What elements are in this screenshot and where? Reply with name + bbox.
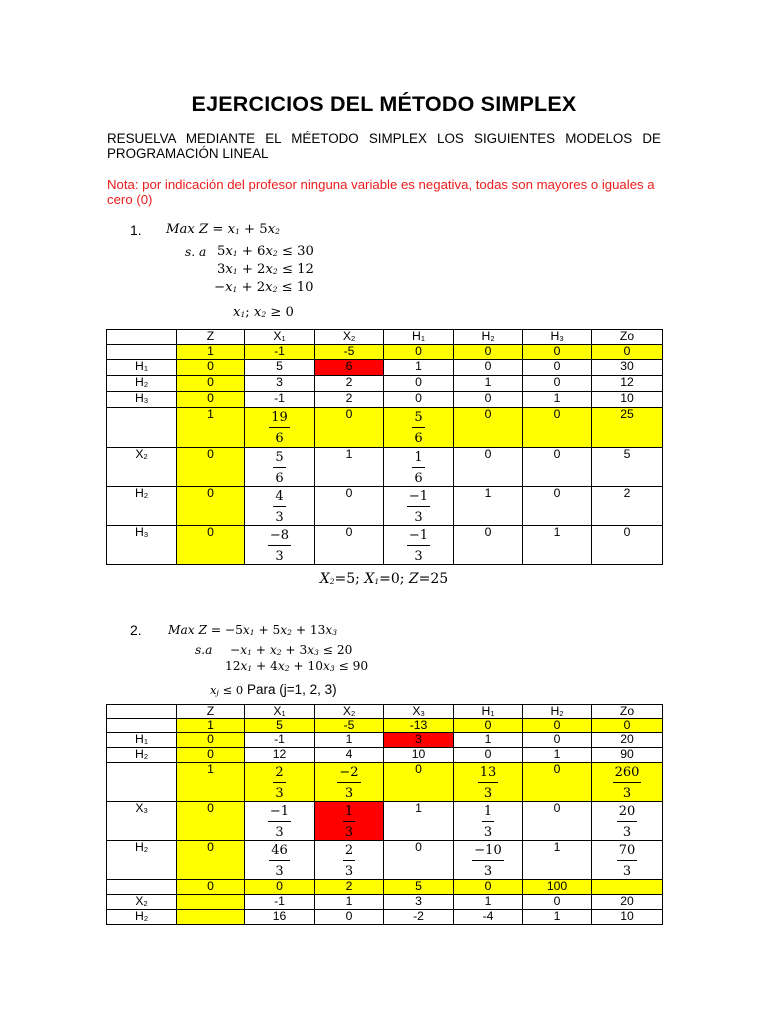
header-cell: $X_1$ xyxy=(245,330,315,345)
table-cell: -2 xyxy=(384,910,454,925)
table-cell xyxy=(384,408,454,448)
table-row xyxy=(107,910,663,925)
header-cell: Z xyxy=(177,705,245,719)
table-cell xyxy=(245,763,315,802)
row-label-cell: $H_2$ xyxy=(107,376,177,392)
header-cell: $H_3$ xyxy=(523,330,592,345)
table-cell: 1 xyxy=(454,376,523,392)
header-cell: $H_2$ xyxy=(523,705,592,719)
table-cell xyxy=(384,487,454,526)
table-row xyxy=(107,733,663,748)
row-label-cell xyxy=(107,408,177,448)
fraction: $\frac{1}{3}$ xyxy=(344,804,354,840)
header-cell: $X_2$ xyxy=(315,705,384,719)
exercise-1-nonnegativity: $x_1$; $x_2 \ge 0$ xyxy=(233,305,294,320)
exercise-1-constraint-1: $5x_1 + 6x_2 \le 30$ xyxy=(217,244,314,259)
table-cell: 0 xyxy=(177,748,245,763)
table-row xyxy=(107,408,663,448)
table-cell: 1 xyxy=(454,895,523,910)
table-cell: 0 xyxy=(177,376,245,392)
header-cell: Zo xyxy=(592,705,663,719)
row-label-cell: $H_2$ xyxy=(107,841,177,880)
exercise-2-sign-condition: $x_j \le 0$ Para (j=1, 2, 3) xyxy=(210,682,337,697)
table-cell: 12 xyxy=(245,748,315,763)
table-cell xyxy=(245,487,315,526)
fraction: $\frac{4}{3}$ xyxy=(275,489,284,525)
table-cell: 0 xyxy=(177,802,245,841)
table-row xyxy=(107,895,663,910)
table-cell: 20 xyxy=(592,895,663,910)
table-cell: 0 xyxy=(384,376,454,392)
table-cell: 0 xyxy=(315,526,384,565)
row-label-cell: $H_3$ xyxy=(107,526,177,565)
table-cell: 10 xyxy=(592,910,663,925)
row-label-cell: $H_2$ xyxy=(107,487,177,526)
table-cell: 25 xyxy=(592,408,663,448)
header-cell xyxy=(107,705,177,719)
table-cell: 12 xyxy=(592,376,663,392)
header-cell: $H_1$ xyxy=(454,705,523,719)
table-header-row xyxy=(107,330,663,345)
fraction: $\frac{-8}{3}$ xyxy=(269,528,290,564)
table-cell: 0 xyxy=(177,841,245,880)
exercise-1-number: 1. xyxy=(130,222,142,238)
table-cell: 0 xyxy=(454,360,523,376)
table-cell: 0 xyxy=(592,719,663,733)
table-cell: 0 xyxy=(523,895,592,910)
row-label-cell: $H_2$ xyxy=(107,748,177,763)
exercise-1-constraint-2: $3x_1 + 2x_2 \le 12$ xyxy=(217,262,314,277)
row-label-cell: $H_2$ xyxy=(107,910,177,925)
table-cell: 1 xyxy=(315,895,384,910)
table-cell: -13 xyxy=(384,719,454,733)
table-header-row xyxy=(107,705,663,719)
row-label-cell xyxy=(107,345,177,360)
exercise-2-st-label: s.a xyxy=(195,643,213,657)
fraction: $\frac{2}{3}$ xyxy=(344,843,354,879)
exercise-2-constraint-1: $-x_1 + x_2 + 3x_3 \le 20$ xyxy=(230,643,353,657)
note-paragraph: Nota: por indicación del profesor ninguna variable es negativa, todas son mayores o iguales a cero (0) xyxy=(107,177,655,207)
table-cell: 1 xyxy=(315,448,384,487)
fraction: $\frac{5}{6}$ xyxy=(275,450,284,486)
table-cell: 2 xyxy=(315,376,384,392)
exercise-2-constraint-2: $12x_1 + 4x_2 + 10x_3 \le 90$ xyxy=(225,659,369,673)
table-row xyxy=(107,360,663,376)
table-row xyxy=(107,748,663,763)
table-cell: 0 xyxy=(454,345,523,360)
table-cell: 5 xyxy=(245,360,315,376)
table-cell: -1 xyxy=(245,895,315,910)
exercise-1-st-label: s. a xyxy=(185,245,207,259)
table-cell: -1 xyxy=(245,392,315,408)
table-cell: 1 xyxy=(523,910,592,925)
exercise-1-simplex-table xyxy=(106,329,663,565)
table-cell xyxy=(177,895,245,910)
table-cell: 30 xyxy=(592,360,663,376)
table-cell: 2 xyxy=(315,392,384,408)
fraction: $\frac{5}{6}$ xyxy=(414,410,423,446)
table-cell: 1 xyxy=(384,802,454,841)
table-cell: 0 xyxy=(384,763,454,802)
fraction: $\frac{70}{3}$ xyxy=(618,843,636,879)
header-cell: Zo xyxy=(592,330,663,345)
table-cell: 0 xyxy=(523,376,592,392)
table-cell: 1 xyxy=(523,748,592,763)
header-cell: $X_2$ xyxy=(315,330,384,345)
table-cell: 0 xyxy=(177,880,245,895)
table-cell: 1 xyxy=(523,841,592,880)
table-cell: 0 xyxy=(523,763,592,802)
table-cell xyxy=(315,841,384,880)
table-cell: 10 xyxy=(384,748,454,763)
table-cell: 0 xyxy=(384,841,454,880)
table-cell: 1 xyxy=(454,487,523,526)
fraction: $\frac{-1}{3}$ xyxy=(408,528,429,564)
table-cell xyxy=(177,910,245,925)
table-cell: -4 xyxy=(454,910,523,925)
table-row xyxy=(107,841,663,880)
table-cell: 100 xyxy=(523,880,592,895)
table-cell: 0 xyxy=(384,392,454,408)
table-cell: 0 xyxy=(245,880,315,895)
table-cell: 1 xyxy=(315,733,384,748)
table-cell xyxy=(245,526,315,565)
table-cell: 1 xyxy=(177,719,245,733)
table-cell: 1 xyxy=(384,360,454,376)
table-cell: 2 xyxy=(592,487,663,526)
table-cell: -1 xyxy=(245,733,315,748)
table-cell: 0 xyxy=(454,526,523,565)
table-cell: 0 xyxy=(523,719,592,733)
row-label-cell: $X_2$ xyxy=(107,895,177,910)
table-cell: 1 xyxy=(454,733,523,748)
table-cell xyxy=(315,763,384,802)
fraction: $\frac{260}{3}$ xyxy=(614,765,640,801)
fraction: $\frac{46}{3}$ xyxy=(271,843,288,879)
table-cell xyxy=(315,802,384,841)
table-row xyxy=(107,345,663,360)
table-cell: 0 xyxy=(523,802,592,841)
table-cell: 0 xyxy=(454,880,523,895)
table-row xyxy=(107,719,663,733)
table-cell xyxy=(454,841,523,880)
table-cell: 6 xyxy=(315,360,384,376)
table-row xyxy=(107,487,663,526)
table-cell: 0 xyxy=(177,360,245,376)
fraction: $\frac{19}{6}$ xyxy=(271,410,288,446)
row-label-cell: $H_3$ xyxy=(107,392,177,408)
header-cell: $H_1$ xyxy=(384,330,454,345)
table-cell: 0 xyxy=(454,719,523,733)
table-cell: 90 xyxy=(592,748,663,763)
fraction: $\frac{-1}{3}$ xyxy=(269,804,290,840)
fraction: $\frac{2}{3}$ xyxy=(275,765,284,801)
table-cell: 0 xyxy=(177,487,245,526)
table-cell: 16 xyxy=(245,910,315,925)
exercise-1-result: $X_2=5$; $X_1=0$; Z=25 xyxy=(319,571,449,587)
table-cell: 10 xyxy=(592,392,663,408)
header-cell: Z xyxy=(177,330,245,345)
table-row xyxy=(107,526,663,565)
table-cell: 0 xyxy=(177,392,245,408)
table-cell: -5 xyxy=(315,345,384,360)
row-label-cell xyxy=(107,880,177,895)
table-cell xyxy=(245,448,315,487)
fraction: $\frac{13}{3}$ xyxy=(479,765,497,801)
exercise-2-para-text: Para (j=1, 2, 3) xyxy=(246,682,337,697)
table-cell xyxy=(592,763,663,802)
table-cell: 0 xyxy=(315,408,384,448)
table-cell xyxy=(592,841,663,880)
fraction: $\frac{20}{3}$ xyxy=(618,804,636,840)
table-cell: 0 xyxy=(454,408,523,448)
table-cell: 0 xyxy=(592,526,663,565)
table-cell: 0 xyxy=(177,526,245,565)
table-cell: 0 xyxy=(177,733,245,748)
table-cell: 0 xyxy=(454,748,523,763)
table-cell: 0 xyxy=(523,448,592,487)
table-cell: 2 xyxy=(315,880,384,895)
table-cell: 5 xyxy=(245,719,315,733)
table-cell: 1 xyxy=(523,392,592,408)
exercise-2-simplex-table xyxy=(106,704,663,925)
fraction: $\frac{-2}{3}$ xyxy=(339,765,359,801)
table-cell xyxy=(592,802,663,841)
table-row xyxy=(107,392,663,408)
table-cell xyxy=(245,841,315,880)
table-row xyxy=(107,763,663,802)
fraction: $\frac{1}{6}$ xyxy=(414,450,423,486)
table-cell: 1 xyxy=(177,763,245,802)
table-cell: 0 xyxy=(384,345,454,360)
table-row xyxy=(107,448,663,487)
table-cell: 0 xyxy=(315,487,384,526)
row-label-cell: $H_1$ xyxy=(107,733,177,748)
table-cell xyxy=(454,802,523,841)
table-cell: 20 xyxy=(592,733,663,748)
fraction: $\frac{-1}{3}$ xyxy=(408,489,429,525)
table-cell xyxy=(592,880,663,895)
table-cell: 0 xyxy=(454,448,523,487)
row-label-cell: $X_2$ xyxy=(107,448,177,487)
exercise-1-objective: Max $Z = x_1 + 5x_2$ xyxy=(166,222,280,237)
table-cell: 1 xyxy=(177,408,245,448)
table-cell: 5 xyxy=(384,880,454,895)
table-cell xyxy=(384,526,454,565)
table-cell xyxy=(245,802,315,841)
row-label-cell: $H_1$ xyxy=(107,360,177,376)
table-cell xyxy=(245,408,315,448)
table-cell: 0 xyxy=(592,345,663,360)
table-cell: -1 xyxy=(245,345,315,360)
table-row xyxy=(107,802,663,841)
table-row xyxy=(107,376,663,392)
table-cell: 3 xyxy=(384,733,454,748)
table-cell: 4 xyxy=(315,748,384,763)
header-cell: $H_2$ xyxy=(454,330,523,345)
row-label-cell xyxy=(107,719,177,733)
fraction: $\frac{-10}{3}$ xyxy=(474,843,502,879)
table-cell: 0 xyxy=(523,487,592,526)
row-label-cell xyxy=(107,763,177,802)
header-cell xyxy=(107,330,177,345)
exercise-2-objective: Max $Z = -5x_1 + 5x_2 + 13x_3$ xyxy=(168,623,338,637)
fraction: $\frac{1}{3}$ xyxy=(483,804,493,840)
table-cell: 0 xyxy=(454,392,523,408)
row-label-cell: $X_3$ xyxy=(107,802,177,841)
table-cell xyxy=(384,448,454,487)
table-row xyxy=(107,880,663,895)
exercise-2-number: 2. xyxy=(130,622,142,638)
table-cell: 0 xyxy=(523,408,592,448)
table-cell: 3 xyxy=(245,376,315,392)
header-cell: $X_1$ xyxy=(245,705,315,719)
table-cell: 5 xyxy=(592,448,663,487)
table-cell: -5 xyxy=(315,719,384,733)
intro-paragraph: RESUELVA MEDIANTE EL MÉETODO SIMPLEX LOS SIGUIENTES MODELOS DE PROGRAMACIÓN LINEAL xyxy=(107,131,661,161)
table-cell: 1 xyxy=(177,345,245,360)
exercise-1-constraint-3: $-x_1 + 2x_2 \le 10$ xyxy=(214,280,314,295)
table-cell: 0 xyxy=(523,733,592,748)
table-cell: 0 xyxy=(315,910,384,925)
table-cell xyxy=(454,763,523,802)
table-cell: 1 xyxy=(523,526,592,565)
table-cell: 0 xyxy=(523,360,592,376)
table-cell: 3 xyxy=(384,895,454,910)
table-cell: 0 xyxy=(523,345,592,360)
header-cell: $X_3$ xyxy=(384,705,454,719)
table-cell: 0 xyxy=(177,448,245,487)
document-title: EJERCICIOS DEL MÉTODO SIMPLEX xyxy=(191,92,577,116)
